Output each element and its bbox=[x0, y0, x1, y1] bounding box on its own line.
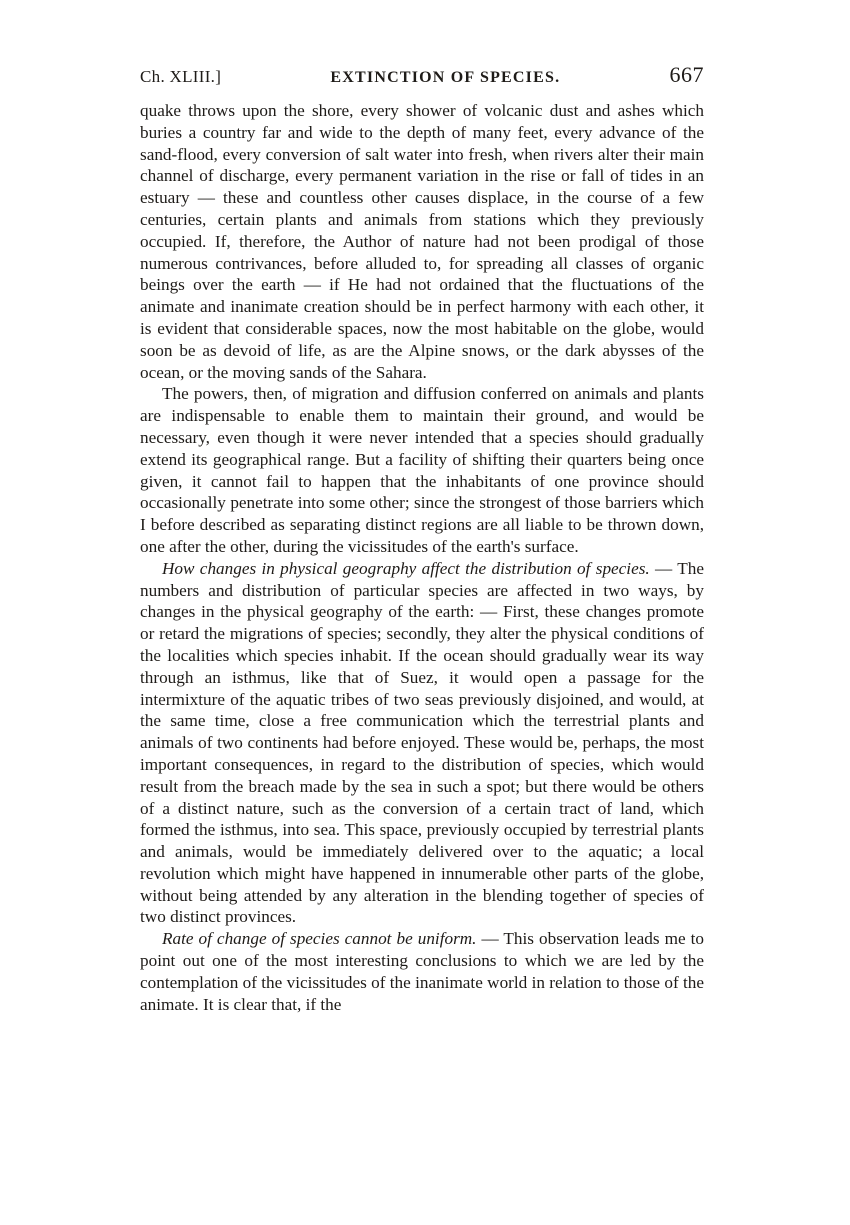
running-title: EXTINCTION OF SPECIES. bbox=[330, 69, 561, 86]
chapter-label: Ch. XLIII.] bbox=[140, 67, 222, 86]
page-number: 667 bbox=[669, 62, 704, 87]
paragraph-1-text: quake throws upon the shore, every shower of volcanic dust and ashes which buries a country far and wide to the depth of many feet, every advance of the sand-flood, every conversion of salt water into fresh, when rivers alter their main channel of discharge, every permanent variation in the rise or fall of tides in an estuary — these and countless other causes displace, in the course of a few centuries, certain plants and animals from stations which they previously occupied. If, therefore, the Author of nature had not been prodigal of those numerous contrivances, before alluded to, for spreading all classes of organic beings over the earth — if He had not ordained that the fluctuations of the animate and inanimate creation should be in perfect harmony with each other, it is evident that considerable spaces, now the most habitable on the globe, would soon be as devoid of life, as are the Alpine snows, or the dark abysses of the ocean, or the moving sands of the Sahara. bbox=[140, 101, 704, 382]
paragraph-4-text: — This observation leads me to point out one of the most interesting conclusions to which we are led by the contemplation of the vicissitudes of the inanimate world in relation to those of the animate. It is clear that, if the bbox=[140, 929, 704, 1014]
book-page bbox=[140, 62, 704, 1015]
paragraph-4 bbox=[140, 928, 704, 1015]
section-heading-physical-geography: How changes in physical geography affect the distribution of species. bbox=[162, 558, 650, 578]
body-text bbox=[140, 100, 704, 1015]
paragraph-1 bbox=[140, 100, 704, 383]
paragraph-2-text: The powers, then, of migration and diffusion conferred on animals and plants are indispensable to enable them to maintain their ground, and would be necessary, even though it were never intended that a species should gradually extend its geographical range. But a facility of shifting their quarters being once given, it cannot fail to happen that the inhabitants of one province should occasionally penetrate into some other; since the strongest of those barriers which I before described as separating distinct regions are all liable to be thrown down, one after the other, during the vicissitudes of the earth's surface. bbox=[140, 384, 704, 556]
running-head bbox=[140, 62, 704, 92]
section-heading-rate-of-change: Rate of change of species cannot be uniform. bbox=[162, 929, 477, 949]
paragraph-2 bbox=[140, 383, 704, 557]
paragraph-3-text: — The numbers and distribution of particular species are affected in two ways, by changes in the physical geography of the earth: — First, these changes promote or retard the migrations of species; secondly, they alter the physical conditions of the localities which species inhabit. If the ocean should gradually wear its way through an isthmus, like that of Suez, it would open a passage for the intermixture of the aquatic tribes of two seas previously disjoined, and would, at the same time, close a free communication which the terrestrial plants and animals of two continents had before enjoyed. These would be, perhaps, the most important consequences, in regard to the distribution of species, which would result from the breach made by the sea in such a spot; but there would be others of a distinct nature, such as the conversion of a certain tract of land, which formed the isthmus, into sea. This space, previously occupied by terrestrial plants and animals, would be immediately delivered over to the aquatic; a local revolution which might have happened in innumerable other parts of the globe, without being attended by any alteration in the blending together of species of two distinct provinces. bbox=[140, 558, 704, 927]
paragraph-3 bbox=[140, 558, 704, 929]
